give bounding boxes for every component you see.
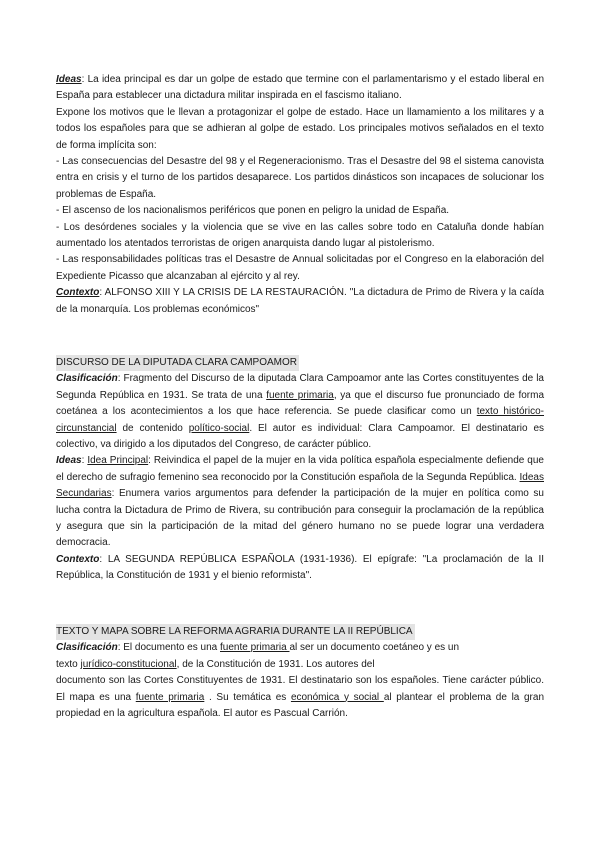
classification-line: texto jurídico-constitucional, de la Constitución de 1931. Los autores del: [56, 658, 375, 670]
context-label: Contexto: [56, 287, 100, 299]
motive-item: - Los desórdenes sociales y la violencia que se vive en las calles sobre todo en Cataluña donde habían aumentado los atentados terroristas de origen anarquista dando lugar al pistolerismo.: [56, 221, 544, 250]
classification-label: Clasificación: [56, 373, 118, 385]
section-heading: DISCURSO DE LA DIPUTADA CLARA CAMPOAMOR: [56, 355, 299, 371]
motive-item: - Las consecuencias del Desastre del 98 y el Regeneracionismo. Tras el Desastre del 98 el sistema canovista entra en crisis y el turno de los partidos desaparece. Los partidos dinásticos son incapaces de solucionar los problemas de España.: [56, 156, 544, 200]
section-clara-campoamor: [56, 355, 544, 585]
ideas-paragraph: Ideas: Idea Principal: Reivindica el papel de la mujer en la vida política española especialmente defiende que el derecho de sufragio femenino sea reconocido por la Constitución española de la Segunda República. Ideas Secundarias: Enumera varios argumentos para defender la participación de la mujer en política como su lucha contra la Dictadura de Primo de Rivera, su contribución para conseguir la proclamación de la república y asegura que sin la participación de la mitad del género humano no se puede lograr una verdadera democracia.: [56, 455, 544, 549]
context-text: : ALFONSO XIII Y LA CRISIS DE LA RESTAURACIÓN. "La dictadura de Primo de Rivera y la caída de la monarquía. Los problemas económicos": [56, 287, 544, 315]
underlined-term: fuente primaria: [266, 389, 334, 401]
classification-line: Clasificación: El documento es una fuente primaria al ser un documento coetáneo y es un: [56, 642, 460, 654]
motives-intro: Expone los motivos que le llevan a protagonizar el golpe de estado. Hace un llamamiento a los militares y a todos los españoles para que se adhieran al golpe de estado. Los principales motivos señalados en el texto de forma implícita son:: [56, 106, 544, 151]
context-label: Contexto: [56, 553, 100, 565]
underlined-term: fuente primaria: [135, 691, 205, 703]
classification-paragraph: Clasificación: Fragmento del Discurso de la diputada Clara Campoamor ante las Cortes constituyentes de la Segunda República en 1931. Se trata de una fuente primaria, ya que el discurso fue pronunciado de forma coetánea a los acontecimientos a los que hace referencia. Se puede clasificar como un texto histórico-circunstancial de contenido político-social. El autor es individual: Clara Campoamor. El destinatario es colectivo, va dirigido a los diputados del Congreso, de carácter público.: [56, 373, 545, 451]
section-reforma-agraria: [56, 624, 544, 722]
classification-body: documento son las Cortes Constituyentes de 1931. El destinatario son los españoles. Tiene carácter público. El mapa es una fuente primaria . Su temática es económica y social al plantear el problema de la gran propiedad en la agricultura española. El autor es Pascual Carrión.: [56, 675, 545, 720]
classification-label: Clasificación: [56, 642, 118, 654]
underlined-term: jurídico-constitucional: [80, 658, 177, 670]
motive-item: - Las responsabilidades políticas tras el Desastre de Annual solicitadas por el Congreso en la elaboración del Expediente Picasso que alcanzaban al ejército y al rey.: [56, 254, 544, 282]
underlined-term: Ideas Secundarias: [56, 471, 544, 500]
context-paragraph: Contexto: LA SEGUNDA REPÚBLICA ESPAÑOLA (1931-1936). El epígrafe: "La proclamación de la II República, la Constitución de 1931 y el bienio reformista".: [56, 553, 544, 582]
context-paragraph: [56, 285, 544, 318]
underlined-term: fuente primaria: [220, 642, 290, 654]
ideas-label: Ideas: [56, 455, 82, 467]
ideas-paragraph: [56, 72, 544, 105]
section-heading: TEXTO Y MAPA SOBRE LA REFORMA AGRARIA DURANTE LA II REPÚBLICA: [56, 624, 415, 640]
underlined-term: Idea Principal: [87, 455, 149, 467]
underlined-term: texto histórico-circunstancial: [56, 406, 544, 434]
ideas-text: : La idea principal es dar un golpe de estado que termine con el parlamentarismo y el estado liberal en España para establecer una dictadura militar inspirada en el fascismo italiano.: [56, 74, 544, 102]
underlined-term: político-social: [188, 422, 250, 434]
underlined-term: económica y social: [290, 691, 384, 703]
ideas-label: Ideas: [56, 74, 82, 85]
motive-item: - El ascenso de los nacionalismos periféricos que ponen en peligro la unidad de España.: [56, 205, 450, 217]
section-dictadura-primo-de-rivera: [56, 72, 544, 318]
